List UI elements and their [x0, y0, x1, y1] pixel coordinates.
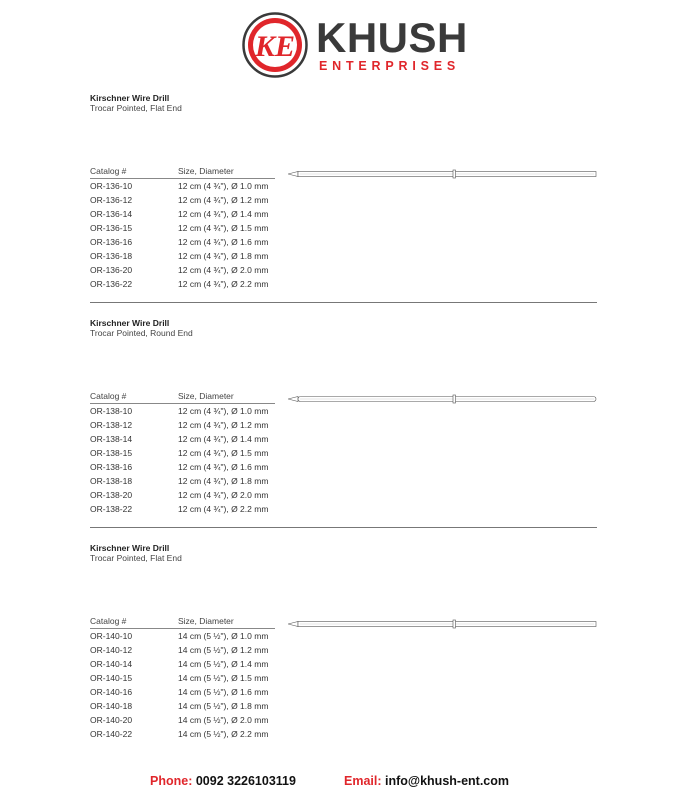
- section-subtitle: Trocar Pointed, Round End: [90, 328, 193, 338]
- catalog-number: OR-140-18: [90, 701, 133, 711]
- section-divider: [90, 302, 597, 303]
- size-diameter: 12 cm (4 ¾"), Ø 1.6 mm: [178, 237, 269, 247]
- size-diameter: 12 cm (4 ¾"), Ø 1.6 mm: [178, 462, 269, 472]
- catalog-number: OR-138-18: [90, 476, 133, 486]
- size-diameter: 12 cm (4 ¾"), Ø 2.2 mm: [178, 279, 269, 289]
- size-diameter: 14 cm (5 ½"), Ø 1.5 mm: [178, 673, 269, 683]
- email-contact: [344, 773, 509, 789]
- section-title: Kirschner Wire Drill: [90, 543, 170, 553]
- size-diameter: 12 cm (4 ¾"), Ø 1.2 mm: [178, 420, 269, 430]
- table-row: [90, 263, 275, 277]
- table-header: [90, 616, 275, 629]
- size-diameter: 14 cm (5 ½"), Ø 1.6 mm: [178, 687, 269, 697]
- section-title: Kirschner Wire Drill: [90, 318, 170, 328]
- table-row: [90, 207, 275, 221]
- table-row: [90, 432, 275, 446]
- catalog-number: OR-138-12: [90, 420, 133, 430]
- catalog-number: OR-140-20: [90, 715, 133, 725]
- catalog-number: OR-140-12: [90, 645, 133, 655]
- size-diameter: 12 cm (4 ¾"), Ø 1.8 mm: [178, 251, 269, 261]
- column-header-size: Size, Diameter: [178, 166, 234, 176]
- spec-table: [90, 166, 275, 291]
- wire-drill-image: [288, 619, 598, 629]
- size-diameter: 12 cm (4 ¾"), Ø 2.0 mm: [178, 490, 269, 500]
- phone-label: Phone:: [150, 774, 193, 788]
- table-row: [90, 249, 275, 263]
- brand-header: [242, 12, 468, 80]
- section-subtitle: Trocar Pointed, Flat End: [90, 103, 182, 113]
- table-row: [90, 502, 275, 516]
- table-row: [90, 235, 275, 249]
- size-diameter: 14 cm (5 ½"), Ø 1.0 mm: [178, 631, 269, 641]
- size-diameter: 14 cm (5 ½"), Ø 1.8 mm: [178, 701, 269, 711]
- catalog-number: OR-140-16: [90, 687, 133, 697]
- table-row: [90, 488, 275, 502]
- column-header-catalog: Catalog #: [90, 166, 127, 176]
- product-section-2: [90, 318, 598, 523]
- table-header: [90, 391, 275, 404]
- size-diameter: 14 cm (5 ½"), Ø 2.2 mm: [178, 729, 269, 739]
- email-label: Email:: [344, 774, 382, 788]
- catalog-number: OR-138-16: [90, 462, 133, 472]
- column-header-catalog: Catalog #: [90, 616, 127, 626]
- size-diameter: 14 cm (5 ½"), Ø 1.4 mm: [178, 659, 269, 669]
- product-section-3: [90, 543, 598, 748]
- table-row: [90, 657, 275, 671]
- table-row: [90, 418, 275, 432]
- column-header-size: Size, Diameter: [178, 391, 234, 401]
- catalog-number: OR-138-20: [90, 490, 133, 500]
- catalog-number: OR-136-15: [90, 223, 133, 233]
- size-diameter: 14 cm (5 ½"), Ø 2.0 mm: [178, 715, 269, 725]
- spec-table: [90, 616, 275, 741]
- catalog-number: OR-138-10: [90, 406, 133, 416]
- column-header-size: Size, Diameter: [178, 616, 234, 626]
- phone-contact: [150, 773, 296, 789]
- brand-logo-badge: [242, 12, 308, 78]
- table-row: [90, 277, 275, 291]
- section-subtitle: Trocar Pointed, Flat End: [90, 553, 182, 563]
- size-diameter: 12 cm (4 ¾"), Ø 1.5 mm: [178, 223, 269, 233]
- catalog-number: OR-136-14: [90, 209, 133, 219]
- section-divider: [90, 527, 597, 528]
- table-row: [90, 685, 275, 699]
- catalog-number: OR-138-22: [90, 504, 133, 514]
- size-diameter: 12 cm (4 ¾"), Ø 2.2 mm: [178, 504, 269, 514]
- table-row: [90, 404, 275, 418]
- contact-footer: [0, 773, 689, 791]
- email-address[interactable]: info@khush-ent.com: [385, 774, 509, 788]
- catalog-number: OR-136-20: [90, 265, 133, 275]
- table-row: [90, 643, 275, 657]
- catalog-number: OR-136-10: [90, 181, 133, 191]
- catalog-number: OR-136-16: [90, 237, 133, 247]
- catalog-number: OR-140-22: [90, 729, 133, 739]
- column-header-catalog: Catalog #: [90, 391, 127, 401]
- table-row: [90, 446, 275, 460]
- table-row: [90, 193, 275, 207]
- spec-table: [90, 391, 275, 516]
- size-diameter: 12 cm (4 ¾"), Ø 1.4 mm: [178, 434, 269, 444]
- table-row: [90, 460, 275, 474]
- size-diameter: 14 cm (5 ½"), Ø 1.2 mm: [178, 645, 269, 655]
- wire-drill-image: [288, 394, 598, 404]
- catalog-number: OR-136-18: [90, 251, 133, 261]
- section-title: Kirschner Wire Drill: [90, 93, 170, 103]
- catalog-number: OR-140-10: [90, 631, 133, 641]
- catalog-number: OR-138-15: [90, 448, 133, 458]
- catalog-number: OR-140-14: [90, 659, 133, 669]
- catalog-number: OR-140-15: [90, 673, 133, 683]
- table-header: [90, 166, 275, 179]
- product-section-1: [90, 93, 598, 298]
- brand-subtitle: ENTERPRISES: [319, 59, 461, 73]
- table-row: [90, 727, 275, 741]
- catalog-number: OR-138-14: [90, 434, 133, 444]
- logo-initials: KE: [254, 30, 296, 63]
- table-row: [90, 474, 275, 488]
- size-diameter: 12 cm (4 ¾"), Ø 1.2 mm: [178, 195, 269, 205]
- size-diameter: 12 cm (4 ¾"), Ø 1.0 mm: [178, 406, 269, 416]
- table-row: [90, 699, 275, 713]
- table-row: [90, 179, 275, 193]
- table-row: [90, 713, 275, 727]
- size-diameter: 12 cm (4 ¾"), Ø 1.5 mm: [178, 448, 269, 458]
- table-row: [90, 671, 275, 685]
- size-diameter: 12 cm (4 ¾"), Ø 1.4 mm: [178, 209, 269, 219]
- size-diameter: 12 cm (4 ¾"), Ø 1.8 mm: [178, 476, 269, 486]
- table-row: [90, 221, 275, 235]
- catalog-number: OR-136-12: [90, 195, 133, 205]
- phone-number[interactable]: 0092 3226103119: [195, 774, 296, 788]
- wire-drill-image: [288, 169, 598, 179]
- size-diameter: 12 cm (4 ¾"), Ø 1.0 mm: [178, 181, 269, 191]
- size-diameter: 12 cm (4 ¾"), Ø 2.0 mm: [178, 265, 269, 275]
- table-row: [90, 629, 275, 643]
- brand-name: KHUSH: [316, 14, 468, 61]
- catalog-number: OR-136-22: [90, 279, 133, 289]
